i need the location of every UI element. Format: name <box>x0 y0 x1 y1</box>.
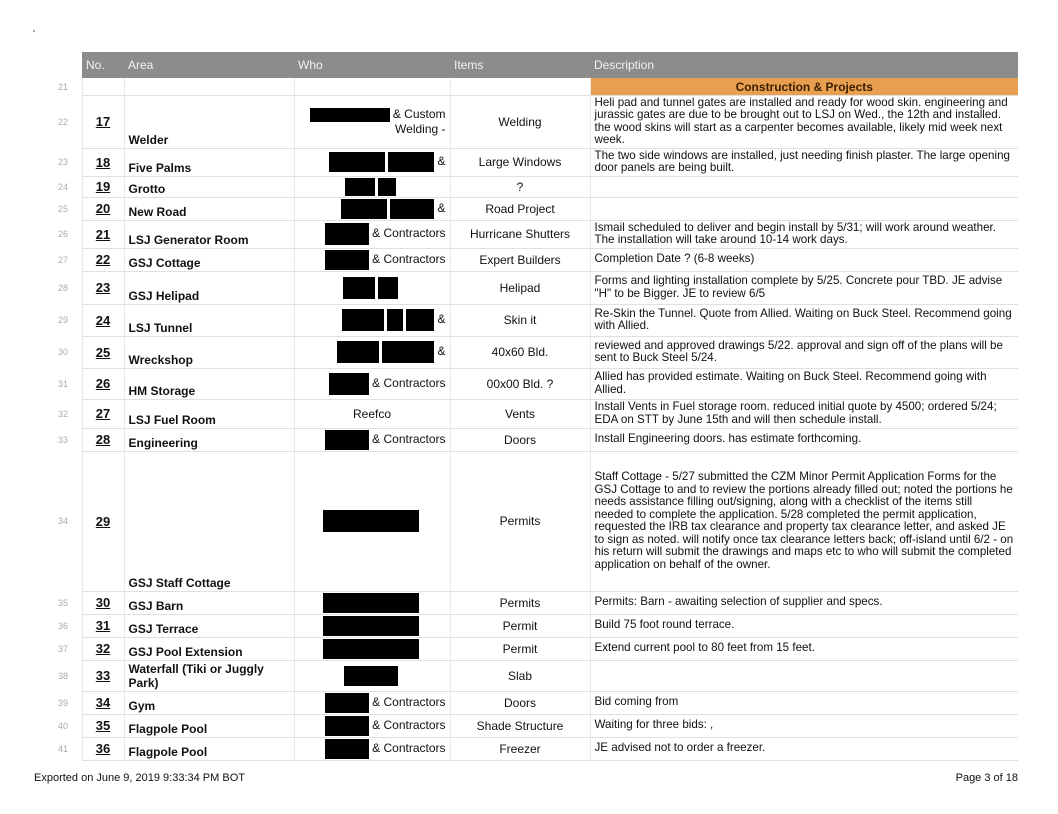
header-who: Who <box>294 52 450 78</box>
row-number: 19 <box>82 176 124 197</box>
table-row <box>56 428 1018 451</box>
items-cell: Hurricane Shutters <box>450 220 590 248</box>
description-cell: Install Engineering doors. has estimate forthcoming. <box>590 428 1018 451</box>
table-row <box>56 248 1018 271</box>
table-row <box>56 660 1018 691</box>
redaction-block <box>329 152 385 172</box>
who-text: & <box>437 312 446 327</box>
redaction-block <box>337 341 379 363</box>
page-number: Page 3 of 18 <box>955 772 1018 784</box>
items-cell: 40x60 Bld. <box>450 336 590 368</box>
area-cell: Waterfall (Tiki or Juggly Park) <box>124 660 294 691</box>
area-cell: Flagpole Pool <box>124 714 294 737</box>
redaction-block <box>343 277 375 299</box>
table-row <box>56 399 1018 428</box>
cell-empty <box>124 78 294 95</box>
line-number: 33 <box>58 434 69 445</box>
line-number: 21 <box>58 81 69 92</box>
cell-empty <box>82 78 124 95</box>
redaction-block <box>323 639 419 659</box>
description-cell: reviewed and approved drawings 5/22. approval and sign off of the plans will be sent to Buck Steel 5/24. <box>590 336 1018 368</box>
redaction-block <box>329 373 369 395</box>
table-row <box>56 451 1018 591</box>
header-line-blank <box>56 52 82 78</box>
row-number: 20 <box>82 197 124 220</box>
table-row <box>56 614 1018 637</box>
who-text: & Contractors <box>372 431 446 446</box>
who-cell <box>294 148 450 176</box>
items-cell: Skin it <box>450 304 590 336</box>
line-number: 32 <box>58 408 69 419</box>
who-cell <box>294 591 450 614</box>
table-row <box>56 737 1018 760</box>
items-cell: 00x00 Bld. ? <box>450 368 590 399</box>
redaction-block <box>344 666 398 686</box>
row-number: 23 <box>82 271 124 304</box>
items-cell: Doors <box>450 691 590 714</box>
description-cell: Allied has provided estimate. Waiting on Buck Steel. Recommend going with Allied. <box>590 368 1018 399</box>
line-number: 25 <box>58 203 69 214</box>
who-cell <box>294 660 450 691</box>
who-cell <box>294 220 450 248</box>
table-row <box>56 271 1018 304</box>
items-cell: Helipad <box>450 271 590 304</box>
who-text: Reefco <box>352 406 392 421</box>
table-row <box>56 176 1018 197</box>
row-number: 35 <box>82 714 124 737</box>
items-cell: Shade Structure <box>450 714 590 737</box>
row-number: 26 <box>82 368 124 399</box>
description-cell: Heli pad and tunnel gates are installed and ready for wood skin. engineering and jurassic gates are due to be brought out to LSJ on Wed., the 12th and installed. the wood skins will start as a carpenter becomes available, likely mid week next week. <box>590 95 1018 148</box>
redaction-block <box>323 616 419 636</box>
table-row <box>56 637 1018 660</box>
row-number: 36 <box>82 737 124 760</box>
who-text: & Contractors <box>372 717 446 732</box>
line-number: 31 <box>58 378 69 389</box>
items-cell: Permit <box>450 637 590 660</box>
items-cell: Vents <box>450 399 590 428</box>
area-cell: Wreckshop <box>124 336 294 368</box>
row-number: 17 <box>82 95 124 148</box>
line-number: 29 <box>58 315 69 325</box>
description-cell <box>590 660 1018 691</box>
description-cell: Completion Date ? (6-8 weeks) <box>590 248 1018 271</box>
row-number: 28 <box>82 428 124 451</box>
redaction-block <box>323 593 419 613</box>
area-cell: Grotto <box>124 176 294 197</box>
who-cell <box>294 614 450 637</box>
items-cell: Doors <box>450 428 590 451</box>
description-cell: Extend current pool to 80 feet from 15 feet. <box>590 637 1018 660</box>
row-number: 29 <box>82 451 124 591</box>
description-cell: Waiting for three bids: , <box>590 714 1018 737</box>
header-area: Area <box>124 52 294 78</box>
line-number: 27 <box>58 254 69 265</box>
who-cell <box>294 95 450 148</box>
who-text: & <box>437 200 446 215</box>
who-cell <box>294 304 450 336</box>
description-cell: Build 75 foot round terrace. <box>590 614 1018 637</box>
who-cell <box>294 248 450 271</box>
who-cell <box>294 176 450 197</box>
who-cell <box>294 637 450 660</box>
line-number: 26 <box>58 229 69 239</box>
line-number: 28 <box>58 282 69 293</box>
redaction-block <box>325 739 369 759</box>
who-text: & Contractors <box>372 694 446 709</box>
items-cell: Welding <box>450 95 590 148</box>
row-number: 32 <box>82 637 124 660</box>
area-cell: GSJ Pool Extension <box>124 637 294 660</box>
redaction-block <box>378 178 396 196</box>
redaction-block <box>325 716 369 736</box>
area-cell: New Road <box>124 197 294 220</box>
table-row <box>56 336 1018 368</box>
row-number: 33 <box>82 660 124 691</box>
row-number: 18 <box>82 148 124 176</box>
row-number: 27 <box>82 399 124 428</box>
items-cell: ? <box>450 176 590 197</box>
line-number: 34 <box>58 516 69 526</box>
redaction-block <box>406 309 434 331</box>
who-cell <box>294 737 450 760</box>
cell-empty <box>294 78 450 95</box>
items-cell: Permits <box>450 451 590 591</box>
items-cell: Expert Builders <box>450 248 590 271</box>
who-cell <box>294 271 450 304</box>
table-row <box>56 95 1018 148</box>
line-number: 36 <box>58 620 69 631</box>
who-cell <box>294 714 450 737</box>
description-cell: Install Vents in Fuel storage room. reduced initial quote by 4500; ordered 5/24; EDA on STT by June 15th and will then schedule install. <box>590 399 1018 428</box>
line-number: 37 <box>58 643 69 654</box>
description-cell: JE advised not to order a freezer. <box>590 737 1018 760</box>
redaction-block <box>345 178 375 196</box>
area-cell: GSJ Terrace <box>124 614 294 637</box>
header-description: Description <box>590 52 1018 78</box>
row-number: 24 <box>82 304 124 336</box>
cell-empty <box>450 78 590 95</box>
row-number: 30 <box>82 591 124 614</box>
description-cell <box>590 197 1018 220</box>
redaction-block <box>325 223 369 245</box>
row-number: 25 <box>82 336 124 368</box>
description-cell: Ismail scheduled to deliver and begin install by 5/31; will work around weather. The installation will take around 10-14 work days. <box>590 220 1018 248</box>
table-row <box>56 714 1018 737</box>
who-text: & Contractors <box>372 251 446 266</box>
area-cell: Welder <box>124 95 294 148</box>
section-row <box>56 78 1018 95</box>
line-number: 40 <box>58 720 69 731</box>
who-text: & Custom Welding - <box>392 107 446 136</box>
who-cell <box>294 197 450 220</box>
who-text: & <box>437 344 446 359</box>
who-text: & <box>437 154 446 169</box>
description-cell: Staff Cottage - 5/27 submitted the CZM Minor Permit Application Forms for the GSJ Cottage to and to review the portions already filled out; noted the portions he needs assistance filling out/signing, along with a checklist of the items still needed to complete the application. 5/28 completed the permit application, requested the IRB tax clearance and property tax clearance letter, and asked JE to sign as noted. will notify once tax clearance letters back; off-island until 6/2 - on his return will submit the drawings and maps etc to who will submit the completed application on behalf of the owner. <box>590 451 1018 591</box>
description-cell: Permits: Barn - awaiting selection of supplier and specs. <box>590 591 1018 614</box>
line-number: 30 <box>58 347 69 357</box>
table-row <box>56 304 1018 336</box>
table-row <box>56 368 1018 399</box>
description-cell <box>590 176 1018 197</box>
line-number: 22 <box>58 116 69 127</box>
line-number: 41 <box>58 743 69 754</box>
line-number: 38 <box>58 670 69 681</box>
who-text: & Contractors <box>372 375 446 390</box>
header-row <box>56 52 1018 78</box>
area-cell: GSJ Helipad <box>124 271 294 304</box>
area-cell: LSJ Fuel Room <box>124 399 294 428</box>
area-cell: Engineering <box>124 428 294 451</box>
table-row <box>56 691 1018 714</box>
area-cell: Flagpole Pool <box>124 737 294 760</box>
table-row <box>56 220 1018 248</box>
description-cell: The two side windows are installed, just needing finish plaster. The large opening door panels are being built. <box>590 148 1018 176</box>
description-cell: Bid coming from <box>590 691 1018 714</box>
description-cell: Forms and lighting installation complete by 5/25. Concrete pour TBD. JE advise "H" to be Bigger. JE to review 6/5 <box>590 271 1018 304</box>
table-row <box>56 197 1018 220</box>
redaction-block <box>323 510 419 532</box>
who-cell <box>294 691 450 714</box>
area-cell: GSJ Staff Cottage <box>124 451 294 591</box>
area-cell: LSJ Tunnel <box>124 304 294 336</box>
redaction-block <box>342 309 384 331</box>
redaction-block <box>310 108 390 122</box>
redaction-block <box>341 199 387 219</box>
header-no: No. <box>82 52 124 78</box>
row-number: 21 <box>82 220 124 248</box>
items-cell: Large Windows <box>450 148 590 176</box>
line-number: 23 <box>58 157 69 167</box>
items-cell: Permits <box>450 591 590 614</box>
projects-table <box>56 52 1018 761</box>
export-timestamp: Exported on June 9, 2019 9:33:34 PM BOT <box>34 772 245 784</box>
who-cell <box>294 399 450 428</box>
area-cell: LSJ Generator Room <box>124 220 294 248</box>
area-cell: Gym <box>124 691 294 714</box>
who-text: & Contractors <box>372 740 446 755</box>
header-items: Items <box>450 52 590 78</box>
area-cell: Five Palms <box>124 148 294 176</box>
row-number: 22 <box>82 248 124 271</box>
redaction-block <box>388 152 434 172</box>
items-cell: Permit <box>450 614 590 637</box>
who-cell <box>294 368 450 399</box>
redaction-block <box>325 693 369 713</box>
line-number: 39 <box>58 697 69 708</box>
who-cell <box>294 451 450 591</box>
who-cell <box>294 336 450 368</box>
items-cell: Road Project <box>450 197 590 220</box>
line-number: 24 <box>58 181 69 192</box>
items-cell: Slab <box>450 660 590 691</box>
description-cell: Re-Skin the Tunnel. Quote from Allied. Waiting on Buck Steel. Recommend going with Allied. <box>590 304 1018 336</box>
redaction-block <box>325 430 369 450</box>
who-text: & Contractors <box>372 226 446 241</box>
area-cell: HM Storage <box>124 368 294 399</box>
row-number: 34 <box>82 691 124 714</box>
line-number: 35 <box>58 597 69 608</box>
section-label: Construction & Projects <box>590 78 1018 95</box>
table-row <box>56 591 1018 614</box>
scan-speck <box>33 30 35 32</box>
redaction-block <box>378 277 398 299</box>
redaction-block <box>325 250 369 270</box>
table-row <box>56 148 1018 176</box>
who-cell <box>294 428 450 451</box>
redaction-block <box>387 309 403 331</box>
redaction-block <box>382 341 434 363</box>
items-cell: Freezer <box>450 737 590 760</box>
row-number: 31 <box>82 614 124 637</box>
redaction-block <box>390 199 434 219</box>
area-cell: GSJ Cottage <box>124 248 294 271</box>
area-cell: GSJ Barn <box>124 591 294 614</box>
